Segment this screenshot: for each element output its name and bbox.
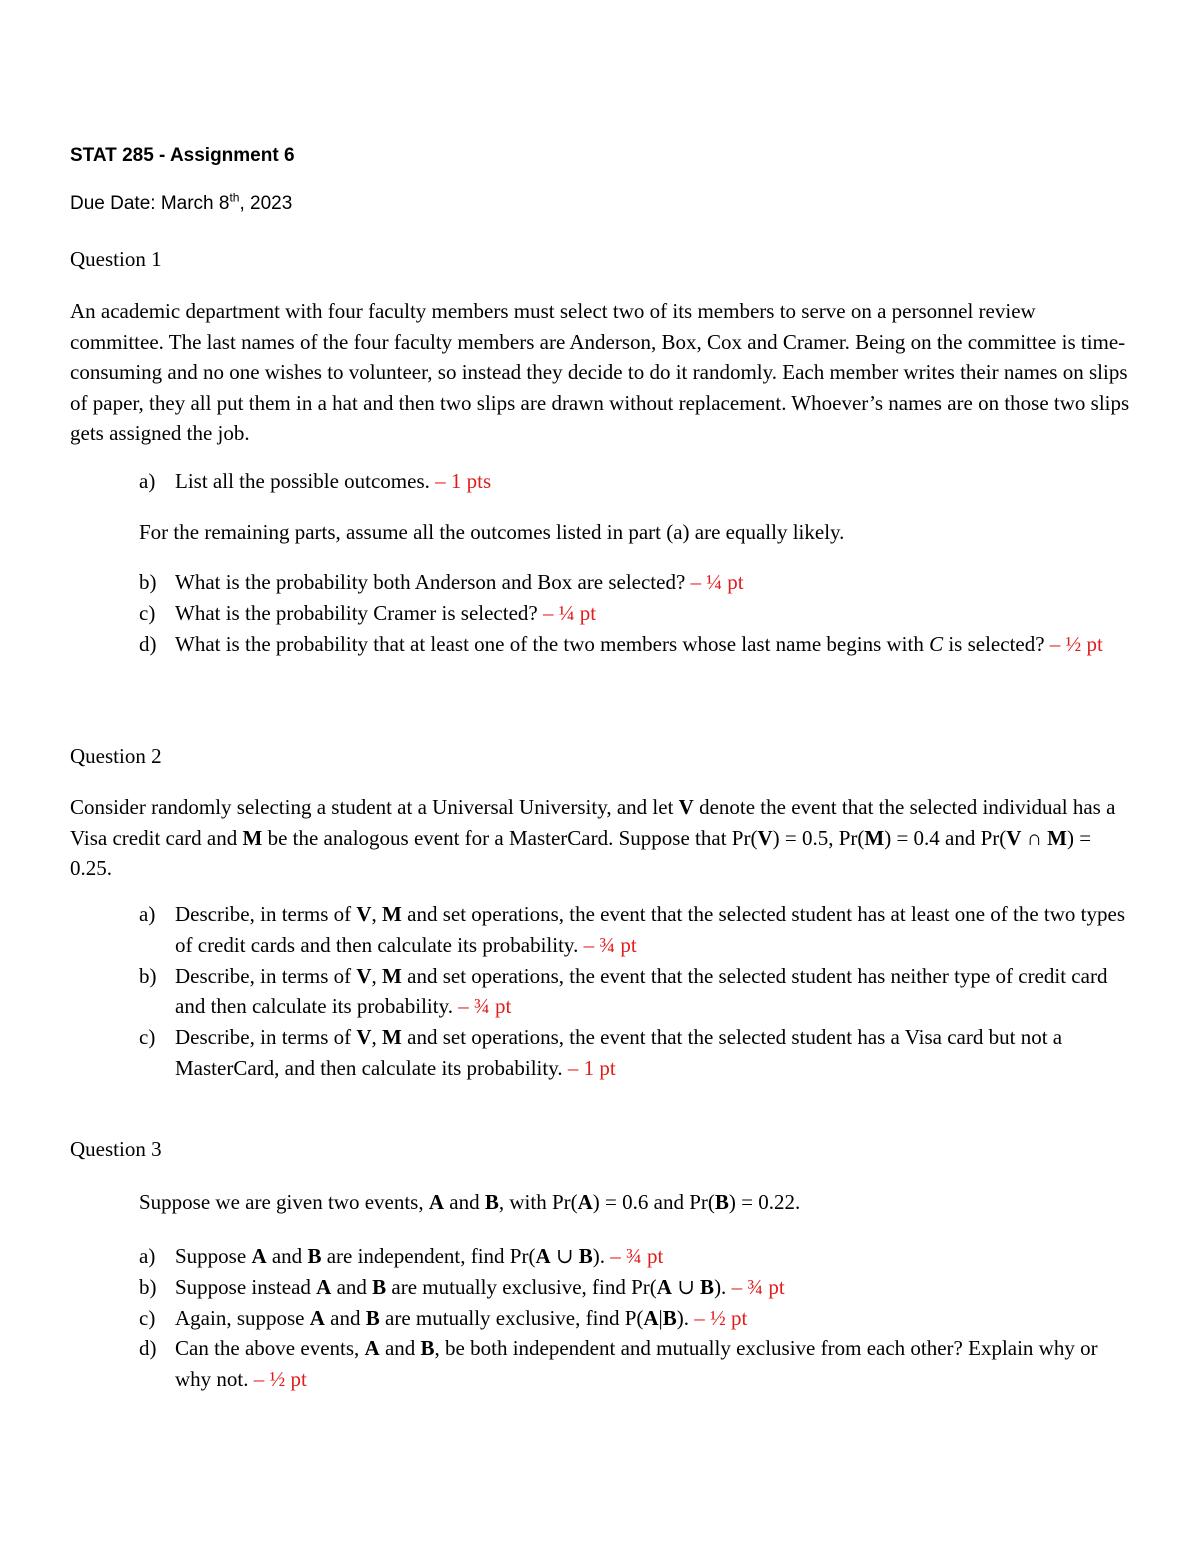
points-badge: – ¾ pt [583, 932, 637, 957]
points-badge: – 1 pts [435, 469, 492, 493]
question-1-part-a-list [139, 466, 1129, 497]
question-2-title: Question 2 [70, 744, 162, 768]
points-badge: – ¼ pt [542, 600, 597, 625]
question-1-part-c: c) What is the probability Cramer is selected? – ¼ pt [139, 600, 597, 625]
question-3-part-a: a) Suppose A and B are independent, find Pr(A ∪ B). – ¾ pt [139, 1244, 664, 1268]
question-2-text: Consider randomly selecting a student at a Universal University, and let V denote the event that the selected individual has a Visa credit card and M be the analogous event for a MasterCard. Suppose that Pr(V) = 0.5, Pr(M) = 0.4 and Pr(V ∩ M) = 0.25. [70, 795, 1116, 881]
question-2-part-a: a) Describe, in terms of V, M and set operations, the event that the selected student has at least one of the two types of credit cards and then calculate its probability. – ¾ pt [139, 902, 1125, 957]
due-date-line: Due Date: March 8th, 2023 [70, 190, 293, 214]
question-3-intro: Suppose we are given two events, A and B, with Pr(A) = 0.6 and Pr(B) = 0.22. [139, 1190, 801, 1214]
points-badge: – ¾ pt [610, 1244, 664, 1268]
points-badge: – ½ pt [694, 1305, 748, 1330]
question-3-parts-list [139, 1241, 1129, 1395]
points-badge: – ¾ pt [731, 1274, 785, 1299]
question-1-part-a: a) List all the possible outcomes. – 1 pts [139, 469, 492, 493]
question-2-part-c: c) Describe, in terms of V, M and set operations, the event that the selected student has a Visa card but not a MasterCard, and then calculate its probability. – 1 pt [139, 1025, 1063, 1080]
points-badge: – ¾ pt [458, 994, 512, 1019]
question-3-part-c: c) Again, suppose A and B are mutually exclusive, find P(A|B). – ½ pt [139, 1305, 748, 1330]
question-3-part-d: d) Can the above events, A and B, be both independent and mutually exclusive from each other? Explain why or why not. – ½ pt [139, 1336, 1098, 1392]
points-badge: – ¼ pt [690, 570, 744, 594]
points-badge: – ½ pt [1049, 631, 1103, 656]
points-badge: – ½ pt [253, 1367, 307, 1392]
question-1-title: Question 1 [70, 247, 162, 271]
question-1-text: An academic department with four faculty members must select two of its members to serve on a personnel review committee. The last names of the four faculty members are Anderson, Box, Cox and Cramer. Being on the committee is time-consuming and no one wishes to volunteer, so instead they decide to do it randomly. Each member writes their names on slips of paper, they all put them in a hat and then two slips are drawn without replacement. Whoever’s names are on those two slips gets assigned the job. [70, 299, 1130, 446]
assignment-title: STAT 285 - Assignment 6 [70, 145, 295, 166]
points-badge: – 1 pt [567, 1055, 616, 1080]
question-1-note: For the remaining parts, assume all the outcomes listed in part (a) are equally likely. [139, 520, 845, 544]
question-1-part-b: b) What is the probability both Anderson and Box are selected? – ¼ pt [139, 570, 744, 594]
question-1-parts-list [139, 567, 1129, 659]
question-3-title: Question 3 [70, 1137, 162, 1161]
question-3-part-b: b) Suppose instead A and B are mutually exclusive, find Pr(A ∪ B). – ¾ pt [139, 1274, 785, 1299]
question-1-part-d: d) What is the probability that at least one of the two members whose last name begins with C is selected? – ½ pt [139, 631, 1103, 656]
question-2-parts-list [139, 899, 1129, 1084]
question-2-part-b: b) Describe, in terms of V, M and set operations, the event that the selected student has neither type of credit card and then calculate its probability. – ¾ pt [139, 963, 1108, 1019]
